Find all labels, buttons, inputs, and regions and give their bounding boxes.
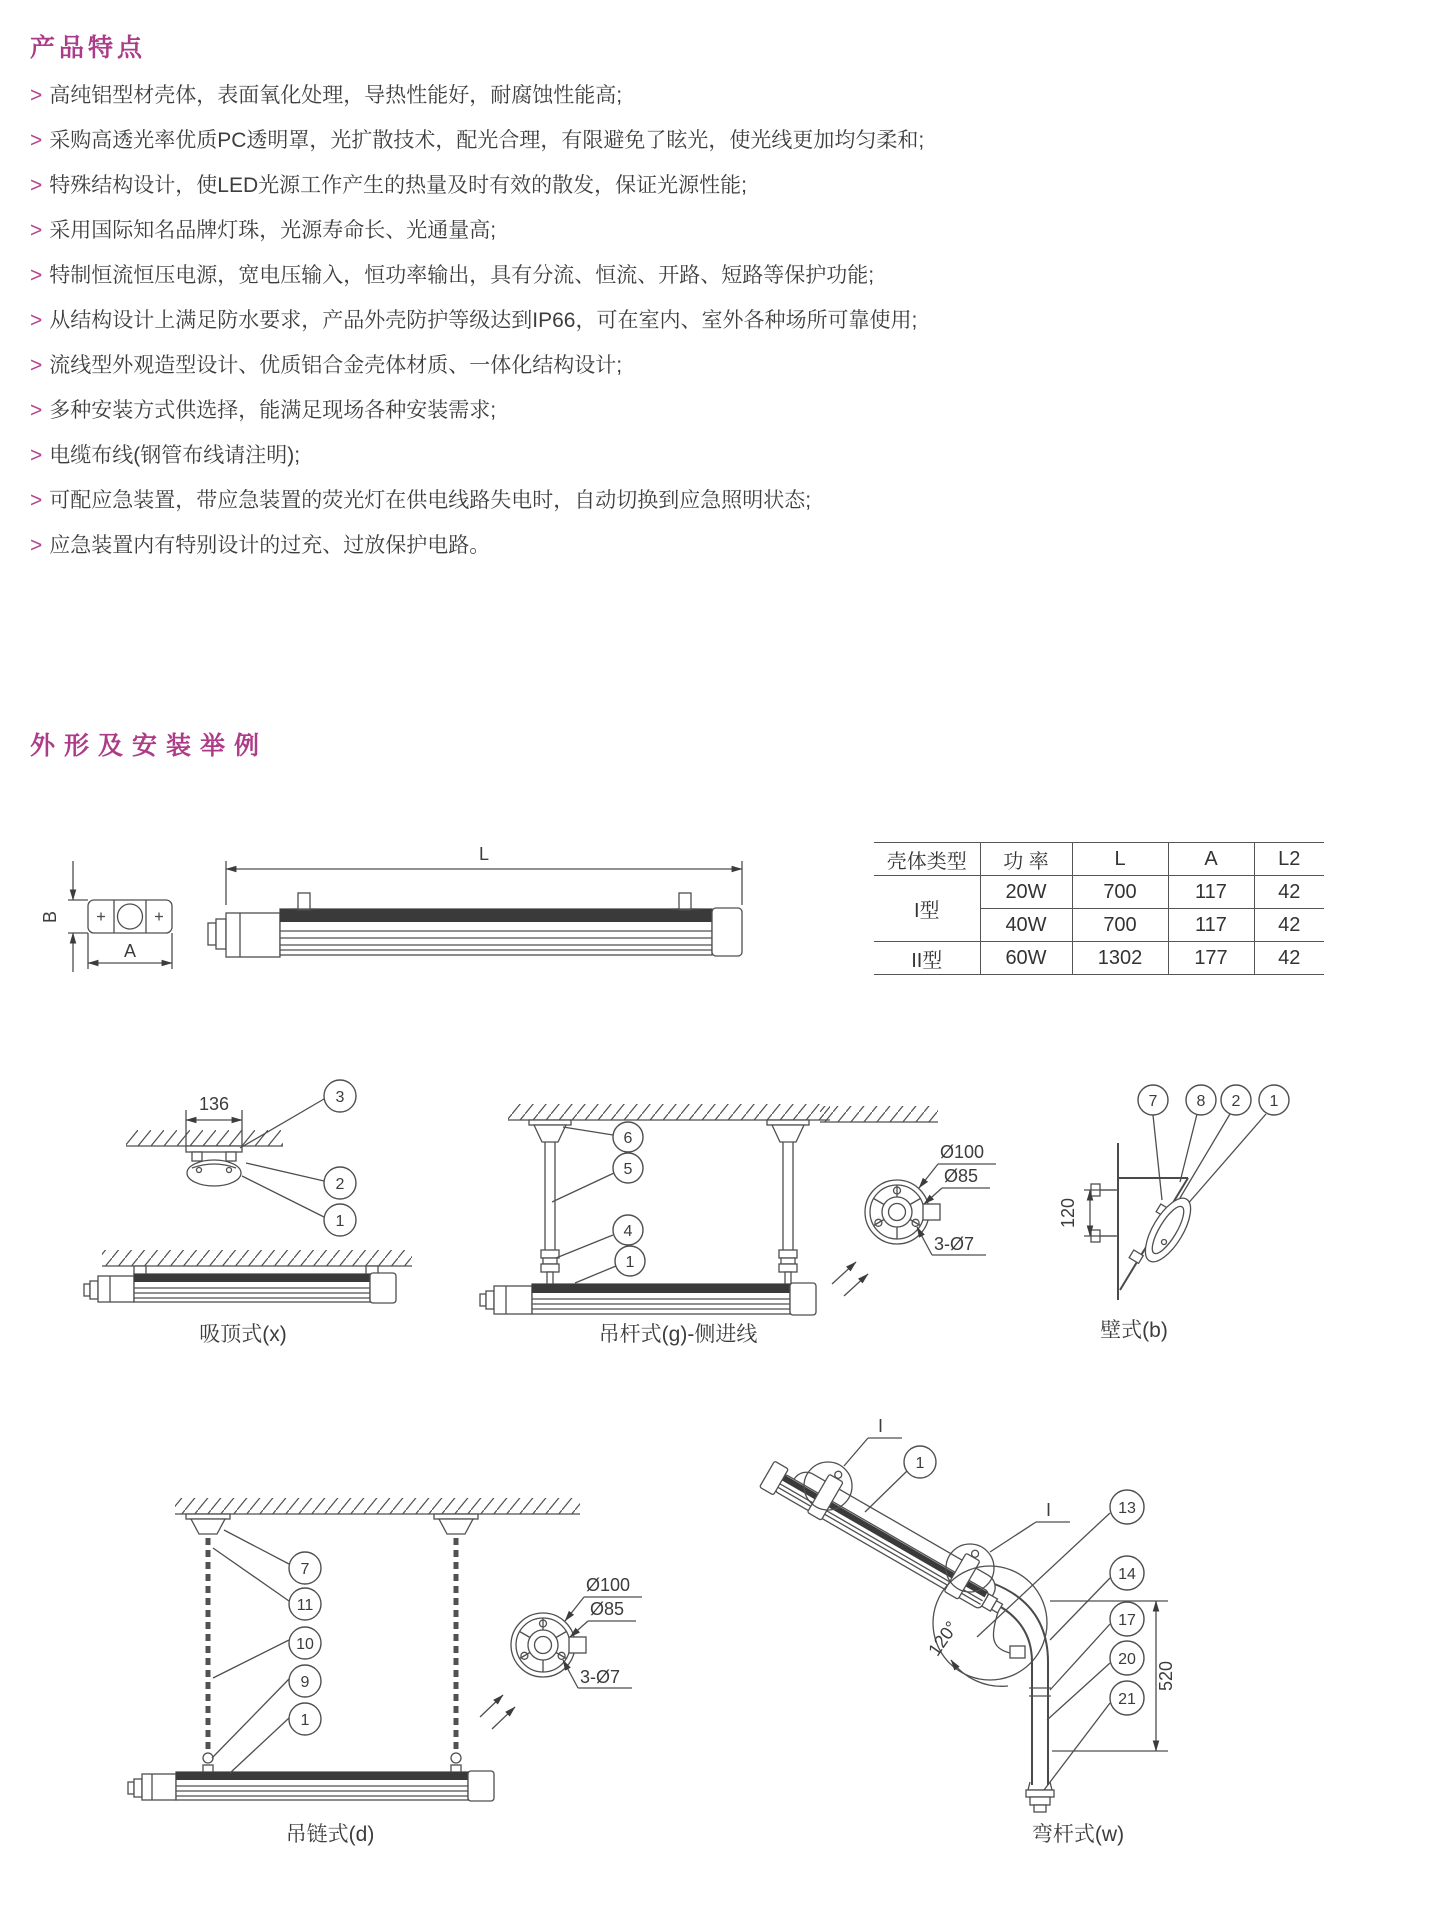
col-header: A (1168, 843, 1254, 876)
dim-B-label: B (40, 910, 60, 924)
shell-type-cell: I型 (874, 876, 980, 942)
callouts (865, 1446, 1144, 1790)
feature-item (30, 354, 1420, 377)
tilted-lamp (760, 1441, 1020, 1622)
callout-3: 3 (335, 1089, 345, 1106)
cell: 42 (1254, 876, 1324, 909)
bullet-gt: > (30, 444, 43, 467)
end-view (88, 900, 172, 933)
pendant-left (529, 1120, 571, 1286)
cell: 177 (1168, 942, 1254, 975)
dim-520-label: 520 (1156, 1660, 1176, 1692)
feature-item (30, 174, 1420, 197)
callouts (212, 1530, 321, 1773)
cell: 42 (1254, 909, 1324, 942)
callout-17: 17 (1118, 1612, 1136, 1629)
feature-text: 应急装置内有特别设计的过充、过放保护电路。 (49, 534, 491, 557)
cell: 40W (980, 909, 1072, 942)
canopy-left (186, 1514, 230, 1534)
features-title: 产品特点 (30, 34, 147, 62)
col-header: L2 (1254, 843, 1324, 876)
wall-mount-caption: 壁式(b) (1100, 1319, 1168, 1342)
callout-1: 1 (1269, 1093, 1279, 1110)
feature-text: 流线型外观造型设计、优质铝合金壳体材质、一体化结构设计; (49, 354, 623, 377)
cell: 700 (1072, 909, 1168, 942)
rod-pendant-diagram (460, 1050, 830, 1320)
cell: 117 (1168, 909, 1254, 942)
angle-120 (924, 1618, 1008, 1687)
callout-1: 1 (915, 1455, 925, 1472)
label-d100: Ø100 (940, 1142, 985, 1162)
lamp-side-view (480, 1283, 816, 1315)
callout-9: 9 (300, 1674, 310, 1691)
lamp-end-view (1137, 1191, 1200, 1268)
callouts (552, 1122, 645, 1283)
flange-labels (917, 1142, 996, 1255)
label-3d7: 3-Ø7 (934, 1234, 975, 1254)
spec-row (874, 876, 1324, 909)
cell: 42 (1254, 942, 1324, 975)
feature-text: 采用国际知名品牌灯珠，光源寿命长、光通量高; (49, 219, 497, 242)
side-view-lamp (208, 893, 742, 957)
feature-item (30, 264, 1420, 287)
feature-text: 特殊结构设计，使LED光源工作产生的热量及时有效的散发，保证光源性能; (49, 174, 747, 197)
flange-face-view (832, 1180, 940, 1296)
feature-item (30, 129, 1420, 152)
feature-text: 多种安装方式供选择，能满足现场各种安装需求; (49, 399, 497, 422)
dim-120-label: 120 (1058, 1197, 1078, 1229)
mount-bracket-end-view (186, 1146, 242, 1186)
cell: 700 (1072, 876, 1168, 909)
bullet-gt: > (30, 84, 43, 107)
label-d100: Ø100 (586, 1575, 631, 1595)
callout-1: 1 (300, 1712, 310, 1729)
callout-21: 21 (1118, 1691, 1136, 1708)
pendant-right (767, 1120, 809, 1286)
col-header: L (1072, 843, 1168, 876)
dim-120 (1058, 1190, 1116, 1236)
bullet-gt: > (30, 264, 43, 287)
spec-header-row (874, 843, 1324, 876)
feature-item (30, 84, 1420, 107)
callout-6: 6 (623, 1130, 633, 1147)
dim-A-label: A (123, 941, 137, 961)
mount-flange-lower (480, 1525, 720, 1740)
feature-text: 电缆布线(钢管布线请注明); (49, 444, 301, 467)
bullet-gt: > (30, 489, 43, 512)
callout-4: 4 (623, 1223, 633, 1240)
bullet-gt: > (30, 129, 43, 152)
installation-title: 外形及安装举例 (30, 732, 269, 760)
feature-text: 高纯铝型材壳体，表面氧化处理，导热性能好，耐腐蚀性能高; (49, 84, 623, 107)
callout-13: 13 (1118, 1500, 1136, 1517)
bullet-gt: > (30, 174, 43, 197)
bullet-gt: > (30, 534, 43, 557)
ceiling-mount-caption: 吸顶式(x) (199, 1323, 287, 1346)
feature-item (30, 399, 1420, 422)
cell: 117 (1168, 876, 1254, 909)
spec-table (874, 842, 1324, 975)
callout-8: 8 (1196, 1093, 1206, 1110)
bullet-gt: > (30, 399, 43, 422)
col-header: 壳体类型 (874, 843, 980, 876)
shell-type-cell: II型 (874, 942, 980, 975)
dim-A (88, 933, 172, 969)
ceiling-hatch (820, 1106, 938, 1122)
label-d85: Ø85 (590, 1599, 625, 1619)
bullet-gt: > (30, 309, 43, 332)
outline-dimension-drawing (40, 805, 770, 990)
chains (203, 1538, 461, 1774)
section-I-label: I (878, 1416, 884, 1436)
feature-list (30, 84, 1420, 579)
dim-L-label: L (478, 844, 490, 864)
ceiling-hatch (126, 1130, 283, 1146)
label-3d7: 3-Ø7 (580, 1667, 621, 1687)
feature-item (30, 489, 1420, 512)
angle-120-label: 120° (924, 1617, 962, 1660)
bullet-gt: > (30, 354, 43, 377)
feature-text: 可配应急装置，带应急装置的荧光灯在供电线路失电时，自动切换到应急照明状态; (49, 489, 812, 512)
feature-item (30, 534, 1420, 557)
cell: 20W (980, 876, 1072, 909)
col-header: 功 率 (980, 843, 1072, 876)
callout-14: 14 (1118, 1566, 1136, 1583)
rod-pendant-caption: 吊杆式(g)-侧进线 (598, 1323, 758, 1346)
callout-1: 1 (625, 1254, 635, 1271)
dim-136-label: 136 (198, 1094, 230, 1114)
callout-2: 2 (335, 1176, 345, 1193)
bent-pole-diagram (740, 1390, 1210, 1815)
callout-1: 1 (335, 1213, 345, 1230)
section-I-label: I (1046, 1500, 1052, 1520)
flange-face-view (480, 1613, 586, 1729)
callout-5: 5 (623, 1161, 633, 1178)
bent-pole-caption: 弯杆式(w) (1031, 1823, 1125, 1846)
ceiling-hatch (508, 1104, 830, 1120)
label-d85: Ø85 (944, 1166, 979, 1186)
callout-20: 20 (1118, 1651, 1136, 1668)
cell: 1302 (1072, 942, 1168, 975)
flange-labels (563, 1575, 642, 1688)
feature-text: 特制恒流恒压电源，宽电压输入，恒功率输出，具有分流、恒流、开路、短路等保护功能; (49, 264, 875, 287)
callout-11: 11 (296, 1597, 314, 1614)
feature-item (30, 444, 1420, 467)
callout-7: 7 (300, 1561, 310, 1578)
callouts (240, 1080, 356, 1236)
pole (980, 1583, 1054, 1812)
dim-B (40, 861, 88, 972)
callout-7: 7 (1148, 1093, 1158, 1110)
feature-item (30, 309, 1420, 332)
ceiling-hatch (175, 1498, 580, 1514)
canopy-right (434, 1514, 478, 1534)
feature-text: 采购高透光率优质PC透明罩，光扩散技术，配光合理，有限避免了眩光，使光线更加均匀柔和; (49, 129, 925, 152)
ceiling-mount-diagram (60, 1050, 460, 1320)
cell: 60W (980, 942, 1072, 975)
feature-item (30, 219, 1420, 242)
callout-10: 10 (296, 1636, 314, 1653)
spec-row (874, 942, 1324, 975)
callouts (1138, 1085, 1289, 1222)
feature-text: 从结构设计上满足防水要求，产品外壳防护等级达到IP66，可在室内、室外各种场所可靠使用; (49, 309, 918, 332)
bullet-gt: > (30, 219, 43, 242)
chain-pendant-caption: 吊链式(d) (285, 1823, 375, 1846)
wall-mount-diagram (1060, 1050, 1380, 1320)
mounted-lamp-side-view (84, 1250, 412, 1303)
callout-2: 2 (1231, 1093, 1241, 1110)
lamp-side-view (128, 1771, 494, 1801)
